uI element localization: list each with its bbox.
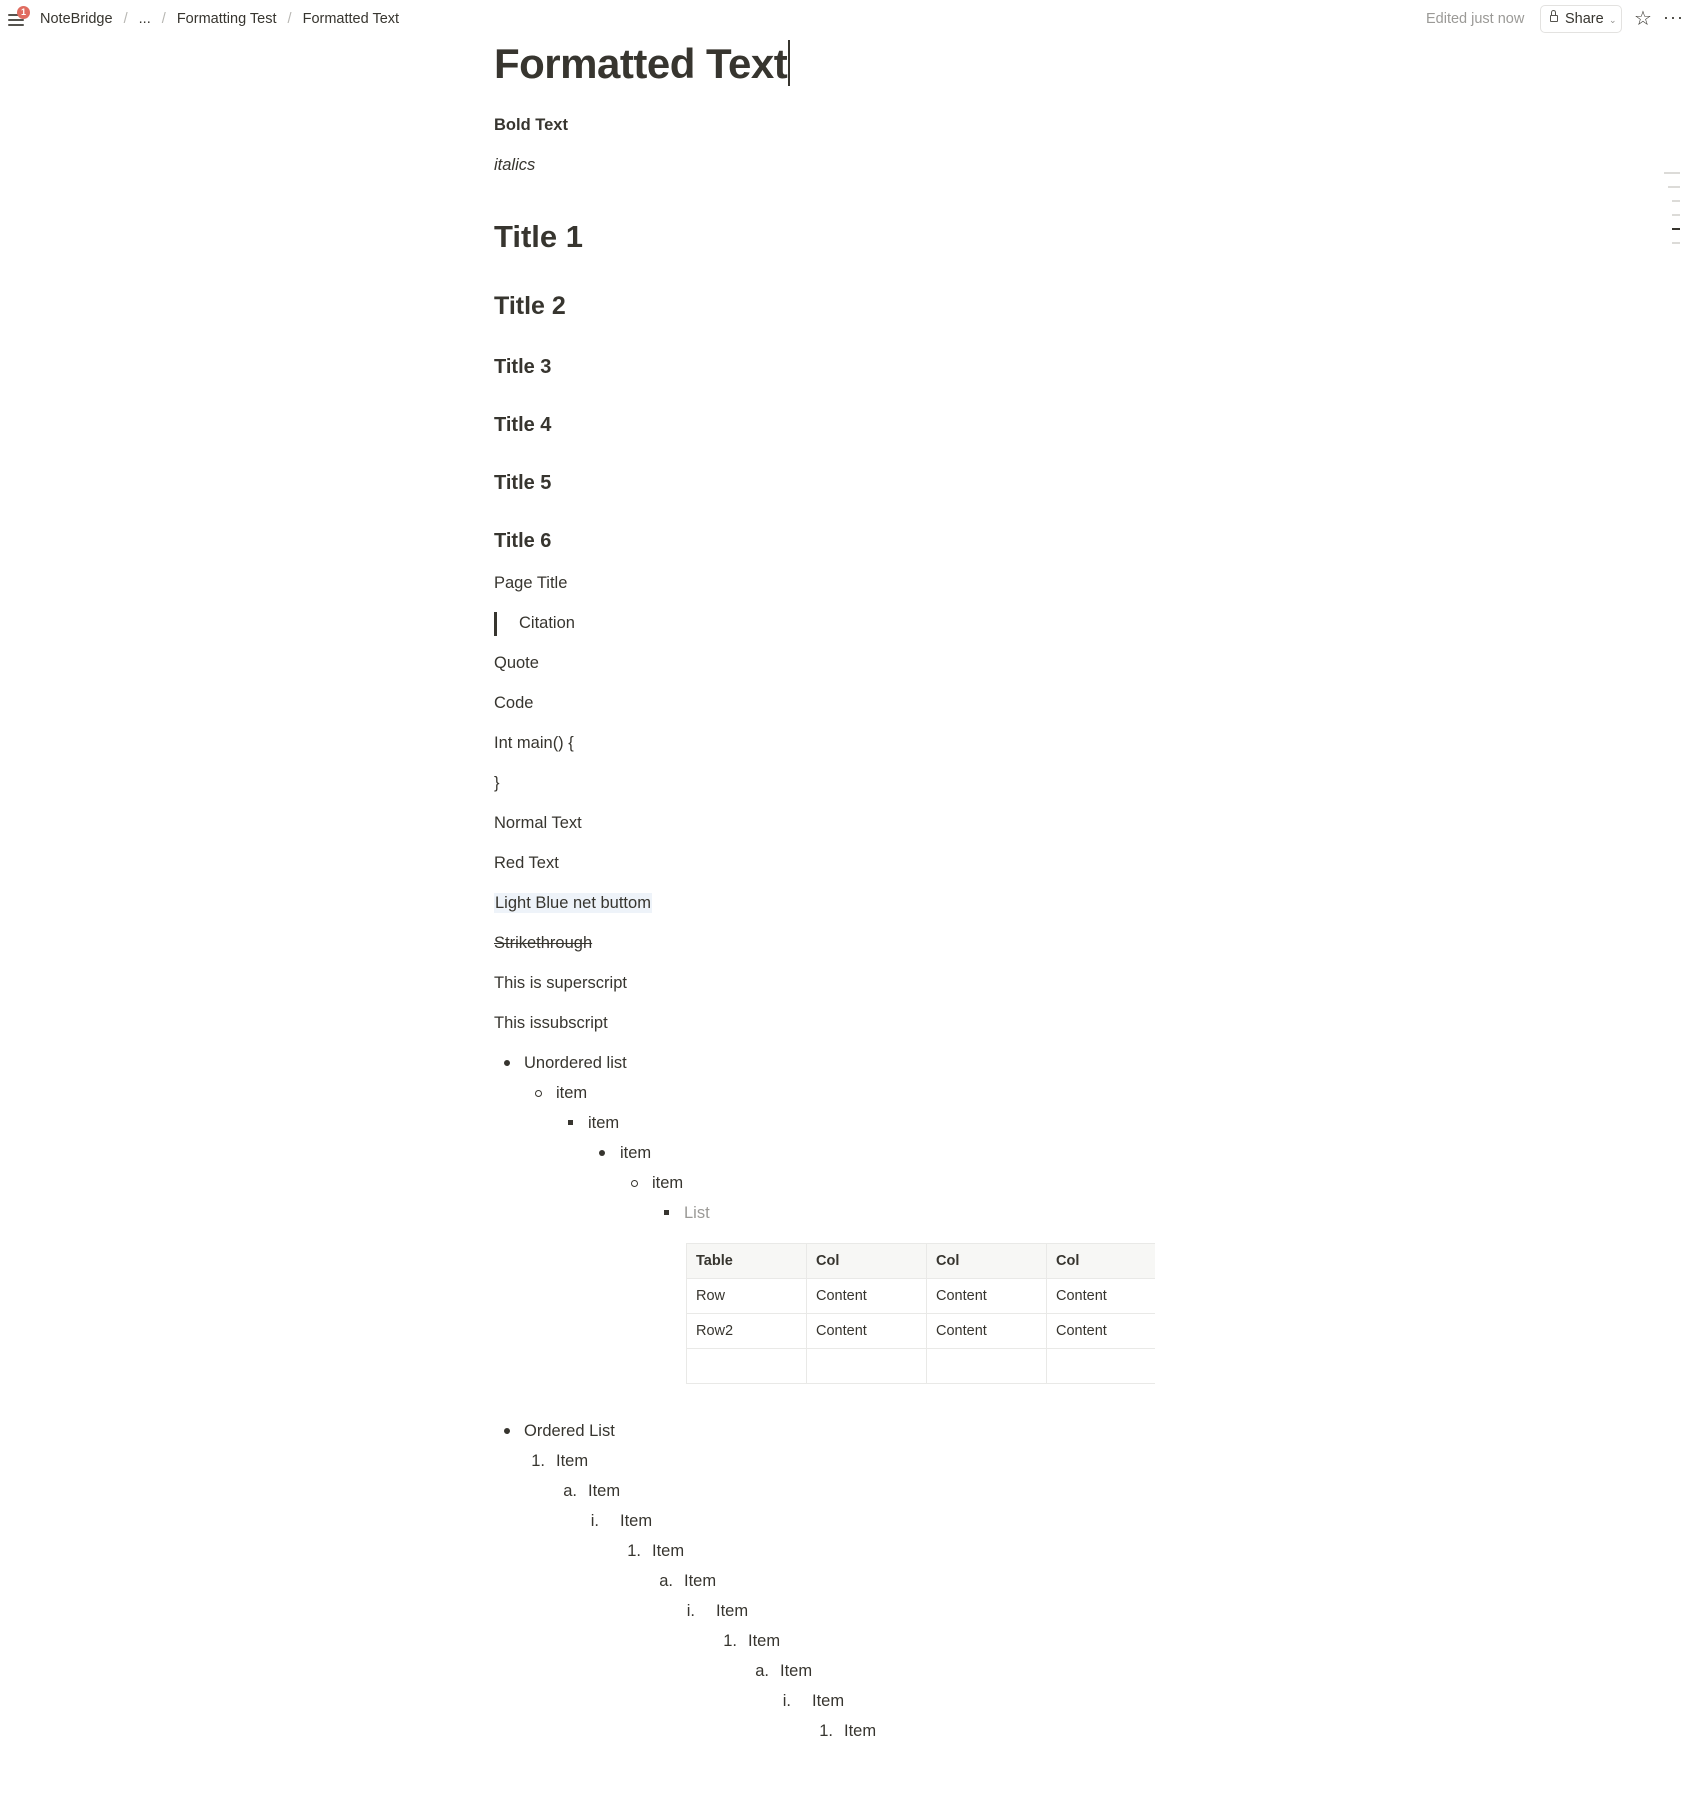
table-row <box>687 1349 1155 1384</box>
italic-text-block[interactable]: italics <box>494 156 536 174</box>
page-title-block[interactable]: Page Title <box>494 574 568 592</box>
table-header-cell[interactable]: Table <box>687 1244 807 1279</box>
ordered-list-item[interactable]: Item <box>620 1512 653 1530</box>
list-number: i. <box>590 1512 599 1530</box>
list-bullet <box>664 1210 669 1215</box>
list-number: 1. <box>627 1542 641 1560</box>
bold-text-block[interactable]: Bold Text <box>494 116 568 134</box>
table-cell[interactable] <box>807 1349 927 1384</box>
table-cell[interactable]: Content <box>807 1314 927 1349</box>
quote-bar <box>494 612 497 636</box>
list-item[interactable]: Unordered list <box>524 1054 627 1072</box>
list-bullet <box>568 1120 573 1125</box>
star-icon[interactable]: ☆ <box>1634 8 1652 30</box>
ordered-list-parent[interactable]: Ordered List <box>524 1422 615 1440</box>
table-cell[interactable]: Content <box>807 1279 927 1314</box>
table-row <box>687 1279 1155 1314</box>
table-header-cell[interactable]: Col <box>1047 1244 1155 1279</box>
list-number: a. <box>563 1482 577 1500</box>
list-bullet <box>599 1150 605 1156</box>
breadcrumb-separator: / <box>161 11 166 27</box>
light-blue-text-block[interactable] <box>494 894 652 913</box>
citation-block[interactable]: Citation <box>519 614 575 632</box>
table-cell[interactable]: Row2 <box>687 1314 807 1349</box>
ordered-list-item[interactable]: Item <box>780 1662 813 1680</box>
ordered-list-item[interactable]: Item <box>844 1722 877 1740</box>
heading-4[interactable]: Title 4 <box>494 414 552 436</box>
list-item[interactable]: item <box>620 1144 652 1162</box>
ordered-list-item[interactable]: Item <box>556 1452 589 1470</box>
list-item[interactable]: item <box>556 1084 588 1102</box>
ordered-list-item[interactable]: Item <box>748 1632 781 1650</box>
table-header-cell[interactable]: Col <box>807 1244 927 1279</box>
table-header-row <box>687 1244 1155 1279</box>
heading-5[interactable]: Title 5 <box>494 472 552 494</box>
list-number: i. <box>686 1602 695 1620</box>
text-caret <box>788 40 790 86</box>
highlighted-text: Light Blue net buttom <box>495 894 651 912</box>
heading-3[interactable]: Title 3 <box>494 356 552 378</box>
heading-1[interactable]: Title 1 <box>494 219 584 254</box>
table-header-cell[interactable]: Col <box>927 1244 1047 1279</box>
list-number: 1. <box>723 1632 737 1650</box>
page-title[interactable] <box>494 40 790 88</box>
data-table[interactable] <box>686 1243 1155 1384</box>
normal-text-block[interactable]: Normal Text <box>494 814 582 832</box>
table-cell[interactable] <box>1047 1349 1155 1384</box>
breadcrumb-separator: / <box>287 11 292 27</box>
ordered-list-item[interactable]: Item <box>716 1602 749 1620</box>
chevron-down-icon: ⌄ <box>1609 15 1617 25</box>
table-cell[interactable]: Content <box>927 1279 1047 1314</box>
page-title-text: Formatted Text <box>494 40 788 87</box>
list-number: a. <box>659 1572 673 1590</box>
list-bullet <box>535 1090 542 1097</box>
subscript-text-block[interactable]: This issubscript <box>494 1014 608 1032</box>
heading-6[interactable]: Title 6 <box>494 530 552 552</box>
table-cell[interactable] <box>927 1349 1047 1384</box>
table-cell[interactable]: Content <box>927 1314 1047 1349</box>
heading-2[interactable]: Title 2 <box>494 292 566 320</box>
code-block[interactable]: Code <box>494 694 534 712</box>
table-cell[interactable]: Row <box>687 1279 807 1314</box>
list-item[interactable]: item <box>588 1114 620 1132</box>
list-bullet <box>504 1428 510 1434</box>
red-text-block[interactable]: Red Text <box>494 854 559 872</box>
code-line[interactable]: Int main() { <box>494 734 574 752</box>
breadcrumb-current-page[interactable]: Formatted Text <box>302 11 400 27</box>
more-icon[interactable]: ··· <box>1663 7 1684 27</box>
list-bullet <box>504 1060 510 1066</box>
ordered-list-item[interactable]: Item <box>588 1482 621 1500</box>
notification-badge[interactable]: 1 <box>17 6 30 19</box>
edited-status: Edited just now <box>1426 11 1525 27</box>
list-item[interactable]: item <box>652 1174 684 1192</box>
list-number: i. <box>782 1692 791 1710</box>
ordered-list-item[interactable]: Item <box>812 1692 845 1710</box>
ordered-list-item[interactable]: Item <box>652 1542 685 1560</box>
list-bullet <box>631 1180 638 1187</box>
table-cell[interactable] <box>687 1349 807 1384</box>
breadcrumb-ellipsis[interactable]: ... <box>138 11 151 27</box>
list-number: 1. <box>531 1452 545 1470</box>
table-cell[interactable]: Content <box>1047 1314 1155 1349</box>
list-item-placeholder[interactable]: List <box>684 1204 710 1222</box>
strikethrough-text-block[interactable]: Strikethrough <box>494 934 593 952</box>
table-row <box>687 1314 1155 1349</box>
share-label: Share <box>1565 11 1604 27</box>
list-number: a. <box>755 1662 769 1680</box>
ordered-list-item[interactable]: Item <box>684 1572 717 1590</box>
table-cell[interactable]: Content <box>1047 1279 1155 1314</box>
list-number: 1. <box>819 1722 833 1740</box>
quote-block[interactable]: Quote <box>494 654 539 672</box>
breadcrumb-separator: / <box>123 11 128 27</box>
code-line[interactable]: } <box>494 774 500 792</box>
breadcrumb-workspace[interactable]: NoteBridge <box>40 11 113 27</box>
superscript-text-block[interactable]: This is superscript <box>494 974 627 992</box>
breadcrumb-parent-page[interactable]: Formatting Test <box>176 11 277 27</box>
